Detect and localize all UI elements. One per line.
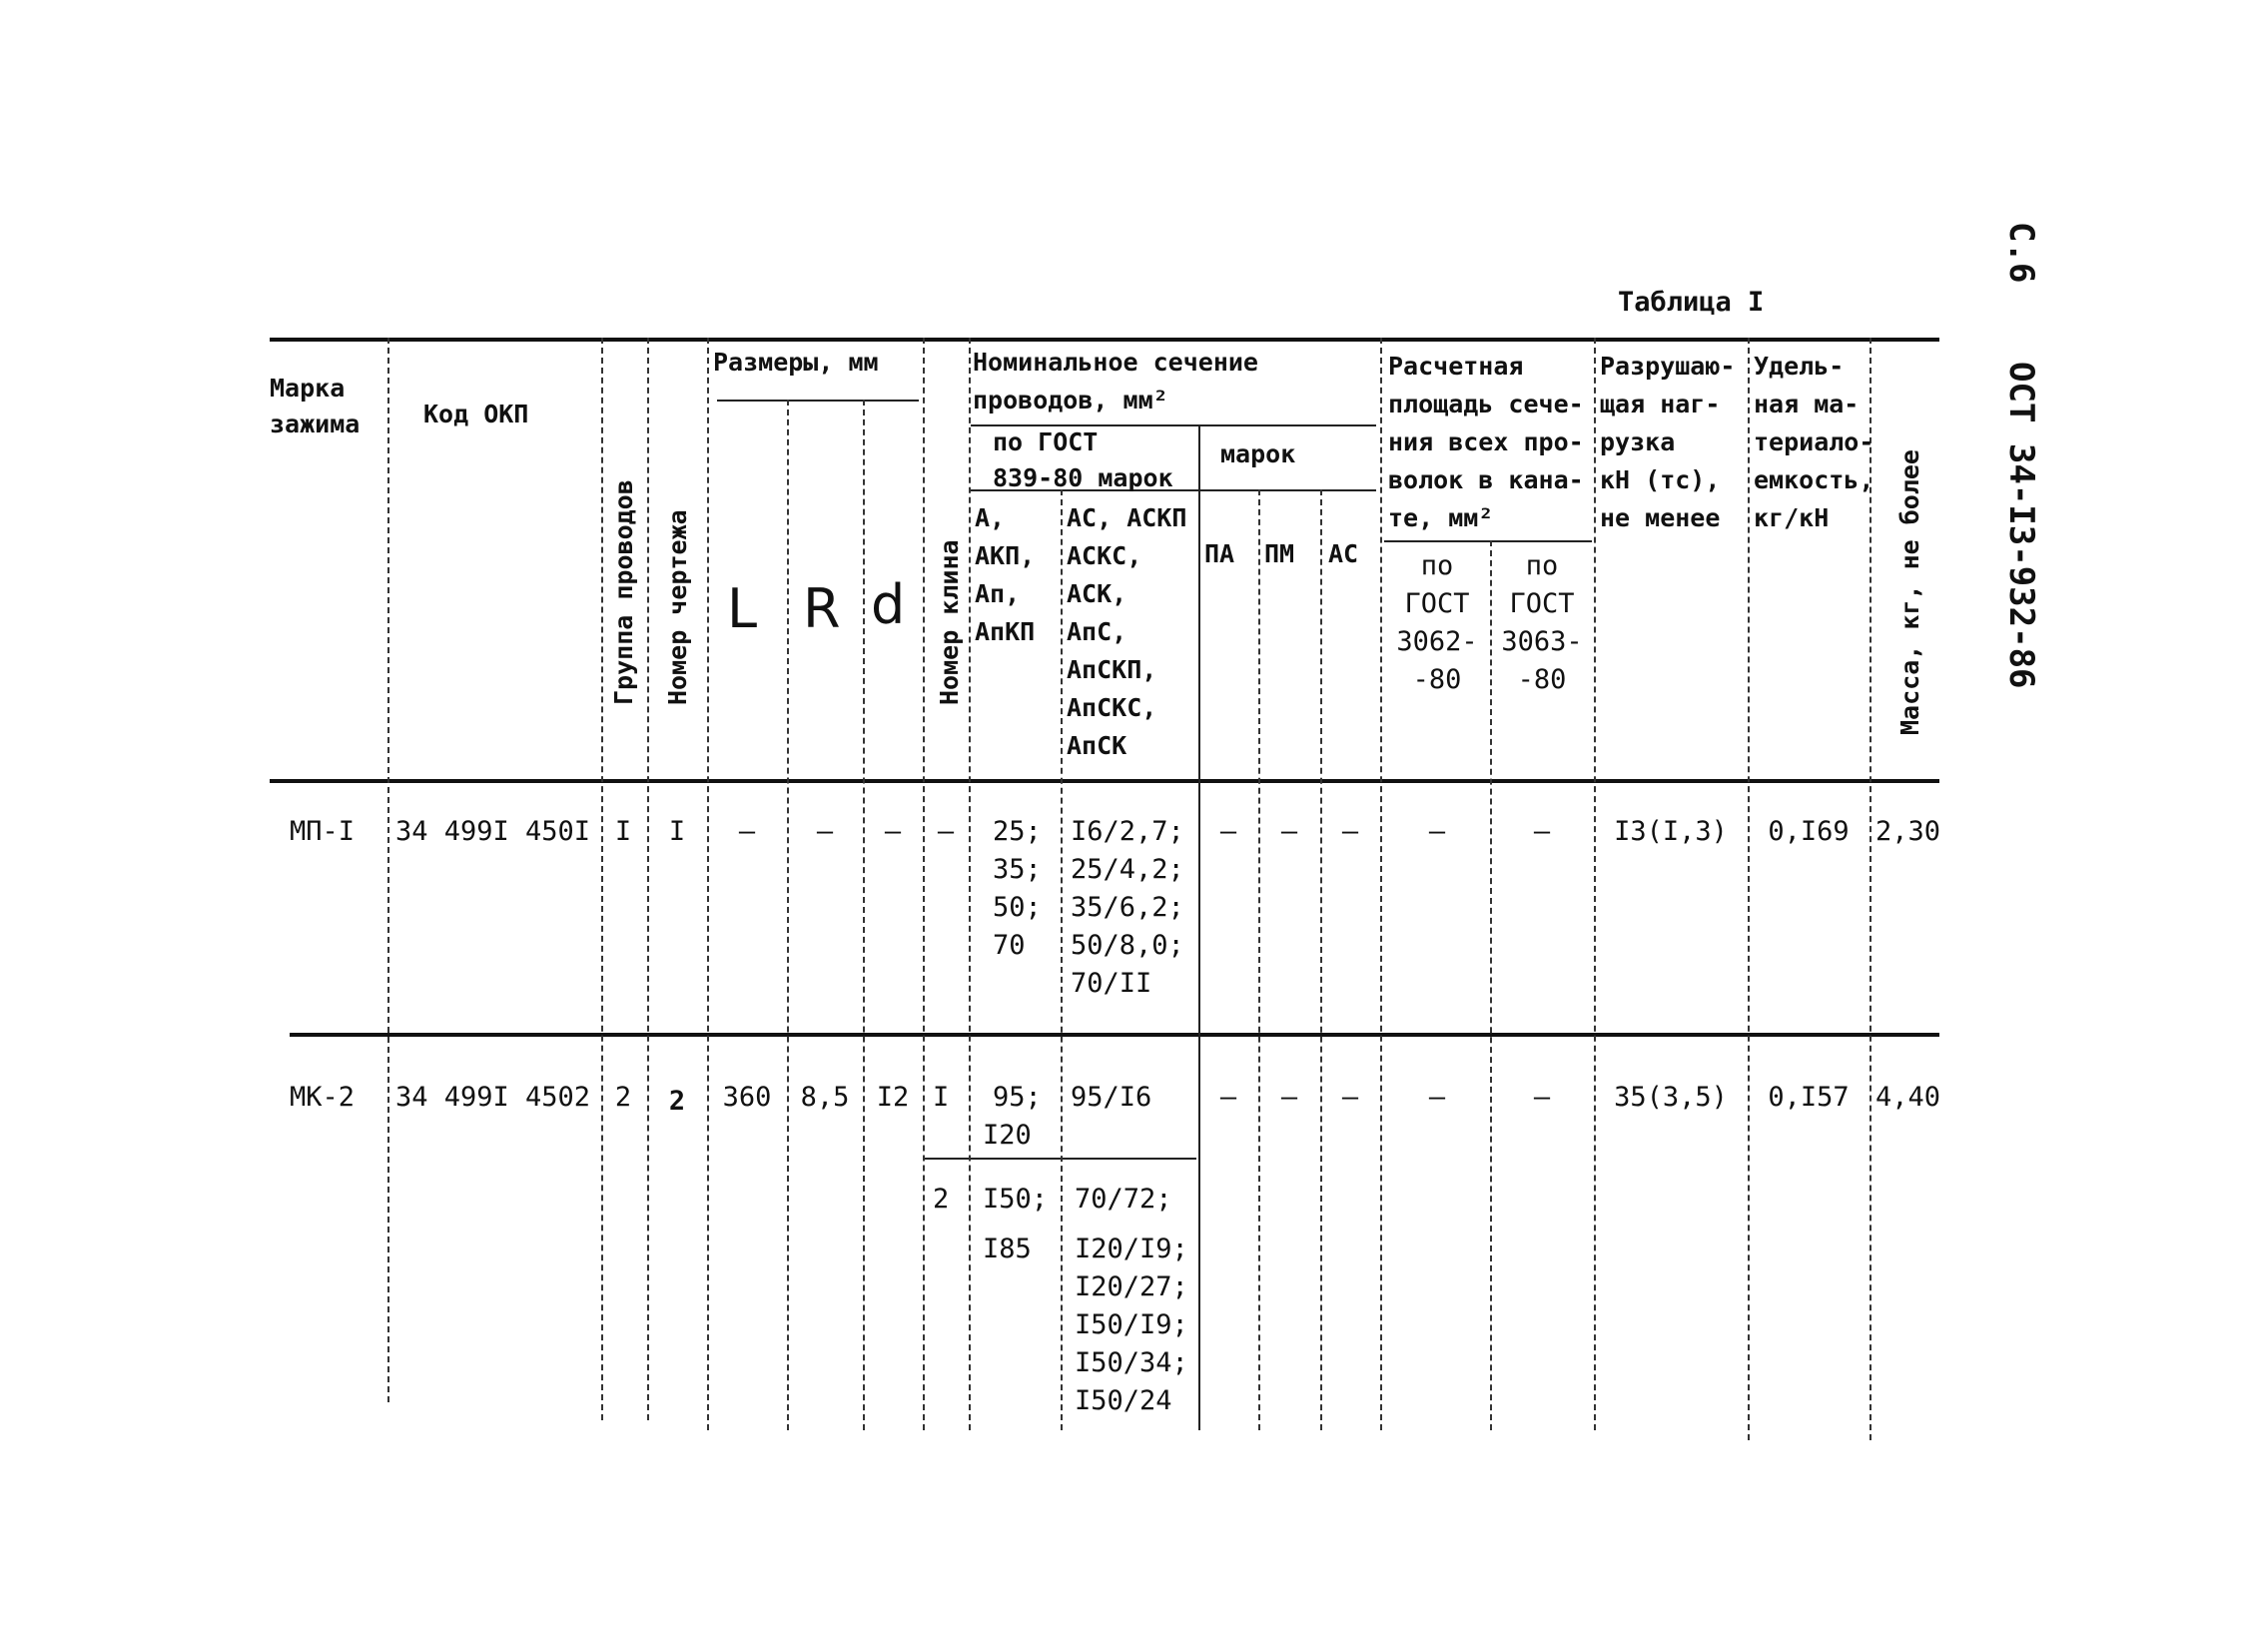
row2-ac2-5: I50/34;	[1075, 1347, 1188, 1378]
row1-group: I	[614, 816, 632, 847]
row1-ac-4: 50/8,0;	[1071, 930, 1184, 961]
row1-ac-3: 35/6,2;	[1071, 892, 1184, 923]
row2-specific: 0,I57	[1768, 1082, 1850, 1113]
row1-a-1: 25;	[993, 816, 1042, 847]
header-col-ac-1: АС, АСКП	[1067, 503, 1187, 532]
header-specific-4: емкость,	[1754, 465, 1874, 494]
row-separator-rule	[290, 1033, 1939, 1037]
header-R: R	[803, 577, 841, 640]
header-d: d	[871, 573, 906, 636]
col-sep	[787, 400, 789, 1430]
header-specific-1: Удель-	[1754, 352, 1845, 381]
header-g3062-4: -80	[1412, 664, 1462, 695]
row2-ac2-2: I20/I9;	[1075, 1234, 1188, 1264]
table-title: Таблица I	[1618, 287, 1765, 318]
row2-a2-2: I85	[983, 1234, 1032, 1264]
row1-breaking: I3(I,3)	[1614, 816, 1728, 847]
row1-okp: 34 499I 450I	[395, 816, 591, 847]
header-gost839-line2: 839-80 марок	[993, 463, 1173, 492]
row2-R: 8,5	[800, 1082, 850, 1113]
col-sep	[1061, 489, 1063, 1430]
header-col-ac-5: АпСКП,	[1067, 655, 1157, 684]
row2-pm: –	[1280, 1082, 1298, 1113]
header-dims: Размеры, мм	[713, 348, 879, 377]
header-col-ac-2: АСКС,	[1067, 541, 1142, 570]
row1-pm: –	[1280, 816, 1298, 847]
row1-drawing: I	[668, 816, 686, 847]
header-brands: марок	[1220, 439, 1296, 468]
standard-number: ОСТ 34-I3-932-86	[2001, 362, 2041, 689]
header-g3063-2: ГОСТ	[1509, 588, 1575, 619]
header-col-ac-6: АпСКС,	[1067, 693, 1157, 722]
row1-acc: –	[1341, 816, 1359, 847]
row2-wedge2: 2	[933, 1184, 950, 1215]
header-gost839-line1: по ГОСТ	[993, 427, 1099, 456]
col-sep	[1594, 338, 1596, 1430]
row2-g3063: –	[1533, 1082, 1551, 1113]
header-g3062-2: ГОСТ	[1404, 588, 1470, 619]
page-number: C.6	[2001, 222, 2041, 284]
row1-ac-2: 25/4,2;	[1071, 854, 1184, 885]
row2-ac2-1: 70/72;	[1075, 1184, 1172, 1215]
table-top-rule	[270, 338, 1939, 342]
header-drawing-no: Номер чертежа	[663, 509, 692, 705]
row1-ac-1: I6/2,7;	[1071, 816, 1184, 847]
header-pm: ПМ	[1264, 539, 1295, 568]
header-breaking-5: не менее	[1600, 503, 1721, 532]
row2-wedge1: I	[933, 1082, 950, 1113]
header-specific-5: кг/кН	[1754, 503, 1830, 532]
row2-ac2-4: I50/I9;	[1075, 1309, 1188, 1340]
row2-L: 360	[722, 1082, 772, 1113]
col-sep	[923, 338, 925, 1430]
header-col-a-4: АпКП	[975, 617, 1036, 646]
header-calc-3: ния всех про-	[1388, 427, 1584, 456]
col-sep	[387, 338, 389, 1402]
row2-mass: 4,40	[1875, 1082, 1941, 1113]
row2-ac2-3: I20/27;	[1075, 1271, 1188, 1302]
row1-wedge: –	[937, 816, 955, 847]
header-calc-1: Расчетная	[1388, 352, 1524, 381]
row2-drawing: 2	[668, 1086, 686, 1117]
header-g3063-1: по	[1525, 550, 1559, 581]
header-breaking-4: кН (тс),	[1600, 465, 1721, 494]
row2-mark: МК-2	[290, 1082, 356, 1113]
dims-underline	[717, 400, 919, 402]
col-sep	[601, 338, 603, 1420]
row1-a-2: 35;	[993, 854, 1042, 885]
col-sep	[1320, 489, 1322, 1430]
col-sep	[1869, 338, 1871, 1440]
row1-mass: 2,30	[1875, 816, 1941, 847]
header-col-ac-4: АпС,	[1067, 617, 1127, 646]
col-sep	[1380, 338, 1382, 1430]
header-calc-4: волок в кана-	[1388, 465, 1584, 494]
row1-pa: –	[1219, 816, 1237, 847]
row1-mark: МП-I	[290, 816, 356, 847]
header-nominal-line1: Номинальное сечение	[973, 348, 1258, 377]
header-bottom-rule	[270, 779, 1939, 783]
row1-g3063: –	[1533, 816, 1551, 847]
row2-okp: 34 499I 4502	[395, 1082, 591, 1113]
header-col-ac-3: АСК,	[1067, 579, 1127, 608]
header-wire-group: Группа проводов	[609, 479, 638, 705]
header-nominal-line2: проводов, мм²	[973, 386, 1168, 414]
header-mark-line2: зажима	[270, 410, 361, 438]
header-breaking-3: рузка	[1600, 427, 1676, 456]
row2-a1-1: 95;	[993, 1082, 1042, 1113]
col-sep	[1748, 338, 1750, 1440]
header-ac: АС	[1328, 539, 1359, 568]
row2-pa: –	[1219, 1082, 1237, 1113]
row1-R: –	[816, 816, 834, 847]
row2-acc: –	[1341, 1082, 1359, 1113]
col-sep	[1258, 489, 1260, 1430]
header-g3062-1: по	[1420, 550, 1454, 581]
row1-ac-5: 70/II	[1071, 968, 1152, 999]
header-specific-3: териало-	[1754, 427, 1874, 456]
calc-underline	[1384, 540, 1592, 542]
row2-ac1-1: 95/I6	[1071, 1082, 1152, 1113]
header-mark-line1: Марка	[270, 374, 346, 403]
row2-breaking: 35(3,5)	[1614, 1082, 1728, 1113]
col-sep	[707, 338, 709, 1430]
row1-d: –	[884, 816, 902, 847]
header-g3063-3: 3063-	[1501, 626, 1583, 657]
header-breaking-1: Разрушаю-	[1600, 352, 1736, 381]
col-sep	[1198, 424, 1200, 1430]
row1-L: –	[738, 816, 756, 847]
header-g3062-3: 3062-	[1396, 626, 1478, 657]
header-wedge-no: Номер клина	[935, 539, 964, 705]
row2-a1-2: I20	[983, 1120, 1032, 1151]
header-col-ac-7: АпСК	[1067, 731, 1127, 760]
header-specific-2: ная ма-	[1754, 390, 1860, 418]
row1-a-3: 50;	[993, 892, 1042, 923]
row1-specific: 0,I69	[1768, 816, 1850, 847]
row2-a2-1: I50;	[983, 1184, 1049, 1215]
header-col-a-2: АКП,	[975, 541, 1036, 570]
header-g3063-4: -80	[1517, 664, 1567, 695]
row1-a-4: 70	[993, 930, 1026, 961]
header-mass: Масса, кг, не более	[1895, 449, 1924, 735]
col-sep	[647, 338, 649, 1420]
col-sep	[969, 338, 971, 1430]
header-pa: ПА	[1204, 539, 1235, 568]
header-calc-5: те, мм²	[1388, 503, 1494, 532]
header-col-a-1: А,	[975, 503, 1006, 532]
col-sep	[863, 400, 865, 1430]
row2-group: 2	[614, 1082, 632, 1113]
header-col-a-3: Ап,	[975, 579, 1021, 608]
header-L: L	[727, 577, 758, 640]
header-okp: Код ОКП	[423, 400, 529, 428]
row2-ac2-6: I50/24	[1075, 1385, 1172, 1416]
row2-d: I2	[876, 1082, 910, 1113]
header-breaking-2: щая наг-	[1600, 390, 1721, 418]
row1-g3062: –	[1428, 816, 1446, 847]
header-calc-2: площадь сече-	[1388, 390, 1584, 418]
row2-g3062: –	[1428, 1082, 1446, 1113]
